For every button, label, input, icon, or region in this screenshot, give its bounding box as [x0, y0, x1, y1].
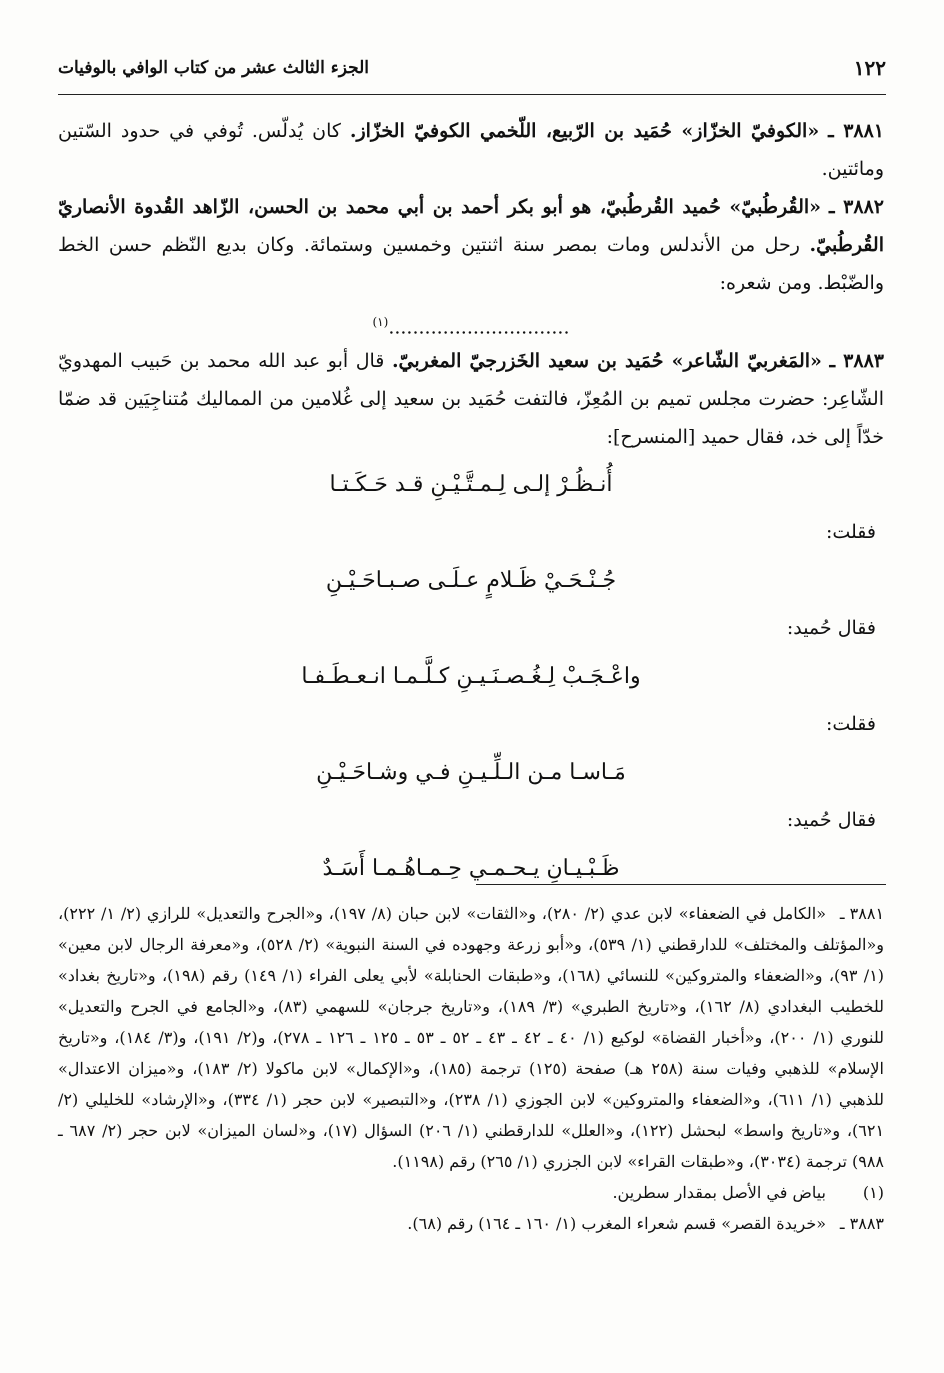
entry-heading: «الكوفيّ الخزّاز» حُمَيد بن الرّبيع، اللّخمي الكوفيّ الخزّاز.: [349, 120, 820, 142]
entry-text: كان يُدلّس. تُوفي في حدود السّتين ومائتين.: [58, 120, 884, 180]
dialogue-cue-1: فقلت:: [825, 521, 876, 543]
main-text: [58, 112, 884, 896]
entry-3881: [58, 112, 884, 188]
dialogue-cue-4: فقال حُميد:: [786, 809, 876, 831]
footnotes: [58, 898, 884, 1239]
footnote-text: «خريدة القصر» قسم شعراء المغرب (١/ ١٦٠ ـ ١٦٤) رقم (٦٨).: [407, 1214, 826, 1233]
footnote-3883: [58, 1208, 884, 1239]
footnote-number: ٣٨٨١ ـ: [839, 904, 885, 923]
footnote-1: [58, 1177, 884, 1208]
entry-text: قال أبو عبد الله محمد بن حَبيب المهدويّ الشّاعِر: حضرت مجلس تميم بن المُعِزّ، فالتفت حُمَيد بن سعيد إلى غُلامين من المماليك مُتناجِيَين قد ضمّا خدّاً إلى خد، فقال حميد [المنسرح]:: [58, 350, 884, 448]
footnote-text: «الكامل في الضعفاء» لابن عدي (٢/ ٢٨٠)، و«الثقات» لابن حبان (٨/ ١٩٧)، و«الجرح والتعديل» للرازي (٢/ ١/ ٢٢٢)، و«المؤتلف والمختلف» للدارقطني (١/ ٥٣٩)، و«أبو زرعة وجهوده في السنة النبوية» (٢/ ٥٢٨)، و«معرفة الرجال لابن معين» (١/ ٩٣)، و«الضعفاء والمتروكين» للنسائي (١٦٨)، و«طبقات الحنابلة» لأبي يعلى الفراء (١/ ١٤٩) رقم (١٩٨)، و«تاريخ بغداد» للخطيب البغدادي (٨/ ١٦٢)، و«تاريخ الطبري» (٣/ ١٨٩)، و«تاريخ جرجان» للسهمي (٨٣)، و«الجامع في الجرح والتعديل» للنوري (١/ ٢٠٠)، و«أخبار القضاة» لوكيع (١/ ٤٠ ـ ٤٢ ـ ٤٣ ـ ٥٢ ـ ٥٣ ـ ١٢٥ ـ ١٢٦ ـ ٢٧٨)، و(٢/ ١٩١)، و(٣/ ١٨٤)، و«تاريخ الإسلام» للذهبي وفيات سنة (٢٥٨ هـ) صفحة (١٢٥) ترجمة (١٨٥)، و«الإكمال» لابن ماكولا (٢/ ١٨٣)، و«ميزان الاعتدال» للذهبي (١/ ٦١١)، و«الضعفاء والمتروكين» لابن الجوزي (١/ ٢٣٨)، و«التبصير» لابن حجر (١/ ٣٣٤)، و«الإرشاد» للخليلي (٢/ ٦٢١)، و«تاريخ واسط» لبحشل (١٢٢)، و«العلل» للدارقطني (١/ ٢٠٦) السؤال (١٧)، و«لسان الميزان» لابن حجر (٢/ ٦٨٧ ـ ٩٨٨) ترجمة (٣٠٣٤)، و«طبقات القراء» لابن الجزري (١/ ٢٦٥) رقم (١١٩٨).: [58, 904, 885, 1171]
verse-4: مَـاسـا مـن الـلِّـيـنِ فـي وشـاحَـيْـنِ: [316, 760, 626, 785]
header-rule: [58, 94, 886, 95]
page-header: [58, 56, 886, 88]
verse-2: جُـنْـحَـيْ ظَـلامٍ عـلَـى صـبـاحَـيْـنِ: [325, 568, 617, 593]
entry-text: رحل من الأندلس ومات بمصر سنة اثنتين وخمسين وستمائة. وكان بديع النّظم حسن الخط والضّبْط. ومن شعره:: [58, 234, 884, 294]
entry-number: ٣٨٨٢ ـ: [829, 196, 884, 218]
footnote-text: بياض في الأصل بمقدار سطرين.: [612, 1183, 826, 1202]
footnote-number: ٣٨٨٣ ـ: [839, 1214, 884, 1233]
page-number: ١٢٢: [853, 56, 886, 80]
footnote-ref: (١): [372, 315, 389, 329]
entry-number: ٣٨٨٣ ـ: [829, 350, 884, 372]
footnote-number: (١): [862, 1183, 884, 1202]
verse-5: ظَـبْـيـانِ يـحـمـي حِـمـاهُـمـا أَسَـدٌ: [322, 856, 620, 881]
entry-number: ٣٨٨١ ـ: [828, 120, 885, 142]
dialogue-cue-2: فقال حُميد:: [786, 617, 876, 639]
verse-1: أُنـظُـرْ إلـى لِـمـتَّـيْـنِ قـد حَـكَـتـا: [329, 472, 613, 497]
dots: ..............................: [388, 316, 570, 339]
entry-3883: [58, 342, 884, 456]
entry-heading: «المَغربيّ الشّاعر» حُمَيد بن سعيد الخَزرجيّ المغربيّ.: [391, 350, 822, 372]
entry-3882: [58, 188, 884, 302]
lacuna-dots: [58, 302, 884, 342]
footnote-rule: [476, 884, 886, 885]
running-title: الجزء الثالث عشر من كتاب الوافي بالوفيات: [58, 58, 370, 78]
dialogue-cue-3: فقلت:: [825, 713, 876, 735]
verse-3: واعْـجَـبْ لِـغُـصـنَـيـنِ كـلَّـمـا انـعـطَـفـا: [301, 664, 641, 689]
footnote-3881: [58, 898, 884, 1177]
entry-heading: «القُرطُبيّ» حُميد القُرطُبيّ، هو أبو بكر أحمد بن أبي محمد بن الحسن، الزّاهد القُدوة الأنصاريّ القُرطُبيّ.: [58, 196, 884, 256]
